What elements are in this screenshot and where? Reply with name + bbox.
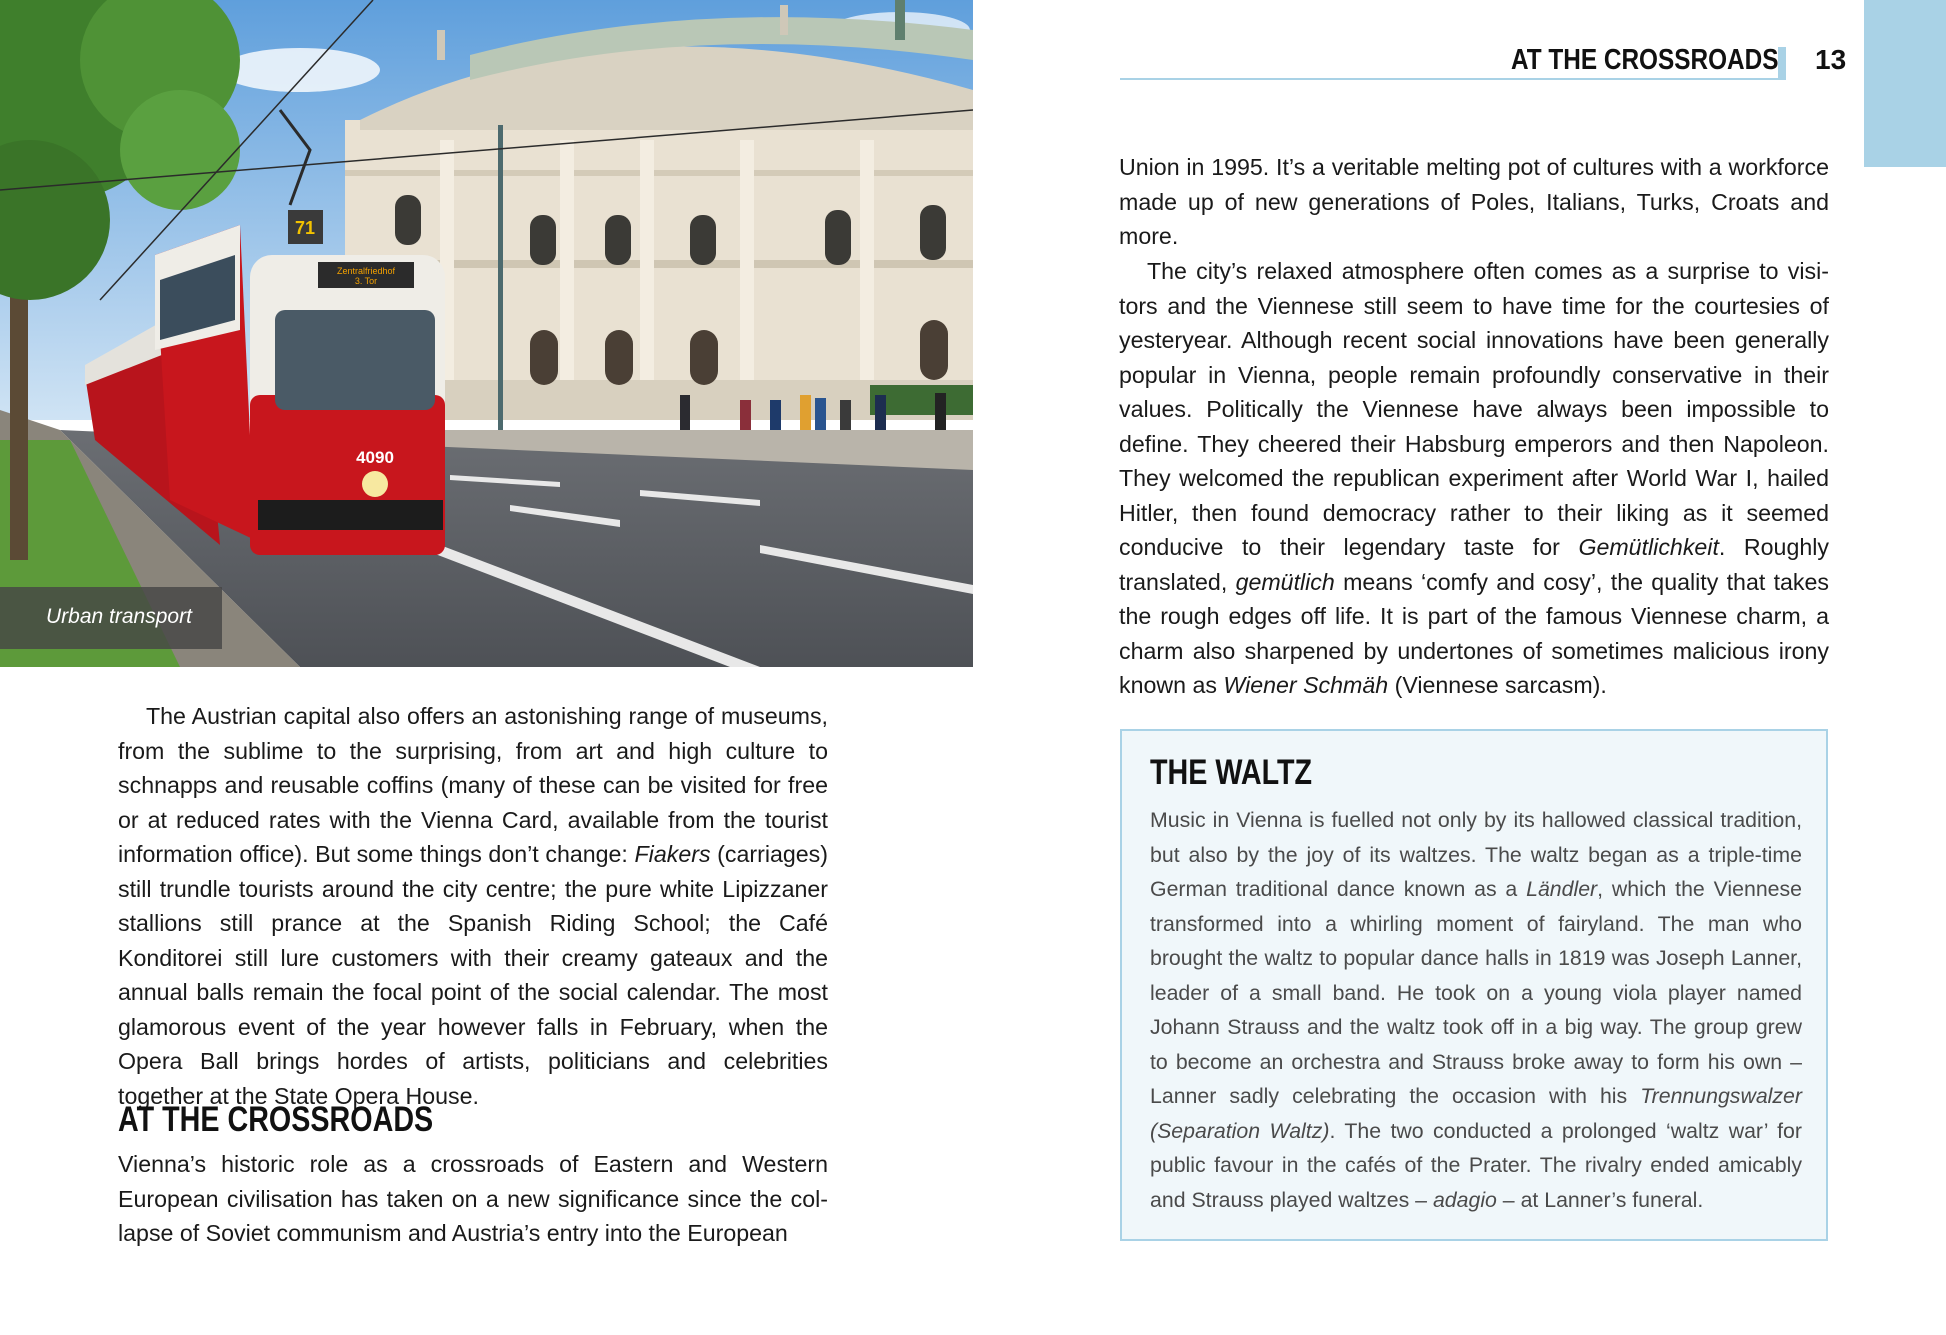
text-run: (carriages) still trundle tourists around the city centre; the pure white Lipizzaner stallions still prance at the Spanish Riding School; the Café Konditorei still lure customers with their creamy gateaux and the annual balls remain the focal point of the social calendar. The most glamorous event of the year however falls in February, when the Opera Ball brings hordes of artists, politicians and celebrities together at the State Opera House.	[118, 841, 828, 1109]
waltz-sidebar-box	[1120, 729, 1828, 1241]
text-run: The city’s relaxed atmosphere often comes as a surprise to visitors and the Viennese still seem to have time for the courtesies of yesteryear. Although recent social innovations have been generally popular in Vienna, people remain profoundly conservative in their values. Politically the Viennese have always been impossible to define. They cheered their Habsburg emperors and then Napoleon. They welcomed the republican experiment after World War I, hailed Hitler, then found democracy rather to their liking as it seemed conducive to their legendary taste for	[1119, 258, 1829, 560]
running-head: AT THE CROSSROADS	[1510, 44, 1778, 76]
italic-term: gemütlich	[1235, 568, 1335, 595]
left-paragraph-1	[118, 699, 828, 1113]
tram-route-number: 71	[294, 218, 316, 238]
italic-term: Fiakers	[634, 841, 711, 867]
tram-number: 4090	[356, 448, 394, 467]
right-paragraph-2	[1119, 254, 1829, 703]
text-run: The Austrian capital also offers an astonishing range of museums, from the sublime to the surprising, from art and high culture to schnapps and reusable coffins (many of these can be visited for free or at reduced rates with the Vienna Card, available from the tourist information office). But some things don’t change:	[118, 703, 828, 867]
text-run: (Viennese sarcasm).	[1388, 672, 1607, 698]
italic-term: Gemütlichkeit	[1578, 534, 1719, 560]
section-heading: AT THE CROSSROADS	[118, 1100, 434, 1139]
italic-term: Ländler	[1526, 877, 1598, 901]
photo-caption: Urban transport	[46, 605, 192, 628]
sidebar-title: THE WALTZ	[1150, 753, 1313, 792]
text-run: Music in Vienna is fuelled not only by its hallowed classical tradition, but also by the joy of its waltzes. The waltz began as a triple-time German traditional dance known as a	[1150, 808, 1802, 901]
italic-term: Wiener Schmäh	[1223, 672, 1389, 698]
header-separator	[1778, 47, 1786, 80]
text-run: . Roughly translated,	[1119, 534, 1829, 595]
photo-caption-box	[0, 587, 222, 649]
header-rule	[1120, 78, 1784, 80]
sidebar-text	[1150, 803, 1802, 1217]
text-run: – at Lanner’s funeral.	[1496, 1187, 1704, 1212]
italic-term: Trennungswalzer (Separation Waltz)	[1150, 1084, 1802, 1143]
right-paragraph-1: Union in 1995. It’s a veritable melting pot of cultures with a workforce made up of new generations of Poles, Italians, Turks, Croats and more.	[1119, 154, 1829, 249]
photo-urban-transport	[0, 0, 973, 667]
tram-photo-illustration	[0, 0, 973, 667]
text-run: , which the Viennese transformed into a whirling moment of fairyland. The man who brought the waltz to popular dance halls in 1819 was Joseph Lanner, leader of a small band. He took on a young viola player named Johann Strauss and the waltz took off in a big way. The group grew to become an orchestra and Strauss broke away to form his own – Lanner sadly celebrating the occasion with his	[1150, 877, 1802, 1108]
page-number: 13	[1815, 44, 1847, 75]
left-paragraph-2: Vienna’s historic role as a crossroads of Eastern and Western European civilisation has taken on a new significance since the collapse of Soviet communism and Austria’s entry into the European	[118, 1151, 828, 1246]
text-run: . The two conducted a prolonged ‘waltz war’ for public favour in the cafés of the Prater. The rivalry ended amicably and Strauss played waltzes –	[1150, 1118, 1802, 1212]
tram-destination-2: 3. Tor	[354, 276, 378, 286]
italic-term: adagio	[1432, 1187, 1497, 1212]
tram-destination-1: Zentralfriedhof	[336, 266, 396, 276]
text-run: means ‘comfy and cosy’, the quality that takes the rough edges off life. It is part of the famous Viennese charm, a charm also sharpened by undertones of sometimes malicious irony known as	[1119, 568, 1829, 698]
thumb-tab	[1864, 0, 1946, 167]
